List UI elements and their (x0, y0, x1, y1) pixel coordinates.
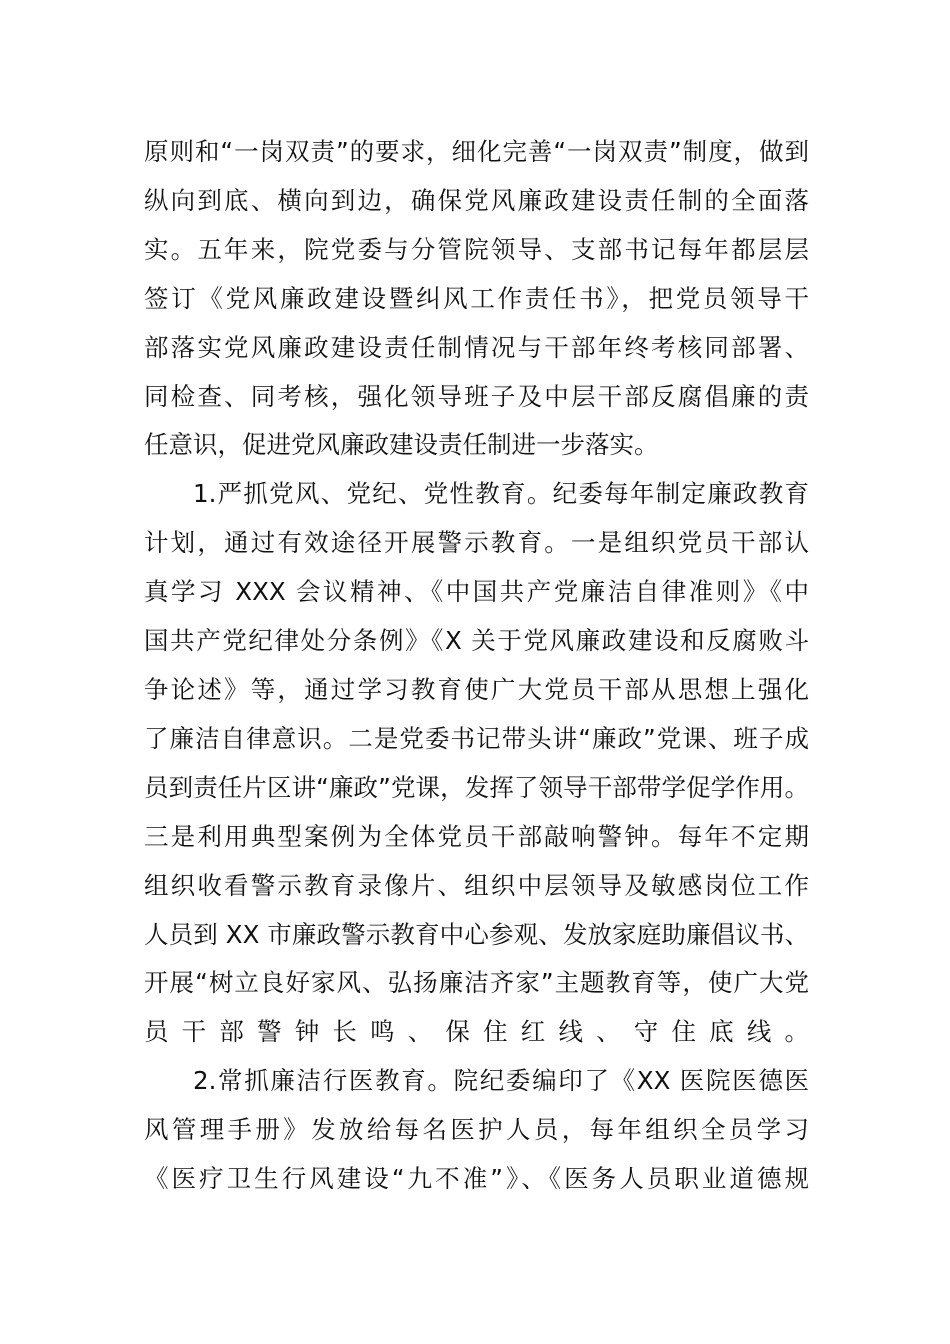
text-line: 同检查、同考核，强化领导班子及中层干部反腐倡廉的责 (144, 381, 809, 411)
text-line: 员到责任片区讲“廉政”党课，发挥了领导干部带学促学作用。 (144, 772, 809, 802)
text-line: 人员到 XX 市廉政警示教育中心参观、发放家庭助廉倡议书、 (144, 919, 809, 949)
text-line: 真学习 XXX 会议精神、《中国共产党廉洁自律准则》《中 (144, 577, 809, 607)
text-line: 开展“树立良好家风、弘扬廉洁齐家”主题教育等，使广大党 (144, 968, 809, 998)
text-line: 1.严抓党风、党纪、党性教育。纪委每年制定廉政教育 (193, 479, 809, 509)
paragraph-medical-ethics-education (144, 1057, 809, 1204)
text-line: 三是利用典型案例为全体党员干部敲响警钟。每年不定期 (144, 821, 809, 851)
text-line: 部落实党风廉政建设责任制情况与干部年终考核同部署、 (144, 332, 809, 362)
text-line: 实。五年来，院党委与分管院领导、支部书记每年都层层 (144, 234, 809, 264)
paragraph-responsibility-system (144, 128, 809, 470)
text-line: 签订《党风廉政建设暨纠风工作责任书》，把党员领导干 (144, 283, 809, 313)
text-line: 原则和“一岗双责”的要求，细化完善“一岗双责”制度，做到 (144, 137, 809, 166)
text-line: 《医疗卫生行风建设“九不准”》、《医务人员职业道德规 (144, 1164, 809, 1194)
text-line: 纵向到底、横向到边，确保党风廉政建设责任制的全面落 (144, 185, 809, 215)
text-line: 任意识，促进党风廉政建设责任制进一步落实。 (144, 430, 659, 460)
text-line: 计划，通过有效途径开展警示教育。一是组织党员干部认 (144, 528, 809, 558)
text-line: 了廉洁自律意识。二是党委书记带头讲“廉政”党课、班子成 (144, 723, 809, 753)
paragraph-party-discipline-education (144, 470, 809, 1057)
text-line: 2.常抓廉洁行医教育。院纪委编印了《XX 医院医德医 (193, 1066, 809, 1096)
text-line: 组织收看警示教育录像片、组织中层领导及敏感岗位工作 (144, 870, 809, 900)
text-line: 风管理手册》发放给每名医护人员，每年组织全员学习 (144, 1115, 809, 1145)
text-line: 国共产党纪律处分条例》《X 关于党风廉政建设和反腐败斗 (144, 626, 809, 656)
text-line: 争论述》等，通过学习教育使广大党员干部从思想上强化 (144, 674, 809, 704)
document-body (144, 128, 809, 1204)
text-line: 员干部警钟长鸣、保住红线、守住底线。 (144, 1017, 809, 1047)
